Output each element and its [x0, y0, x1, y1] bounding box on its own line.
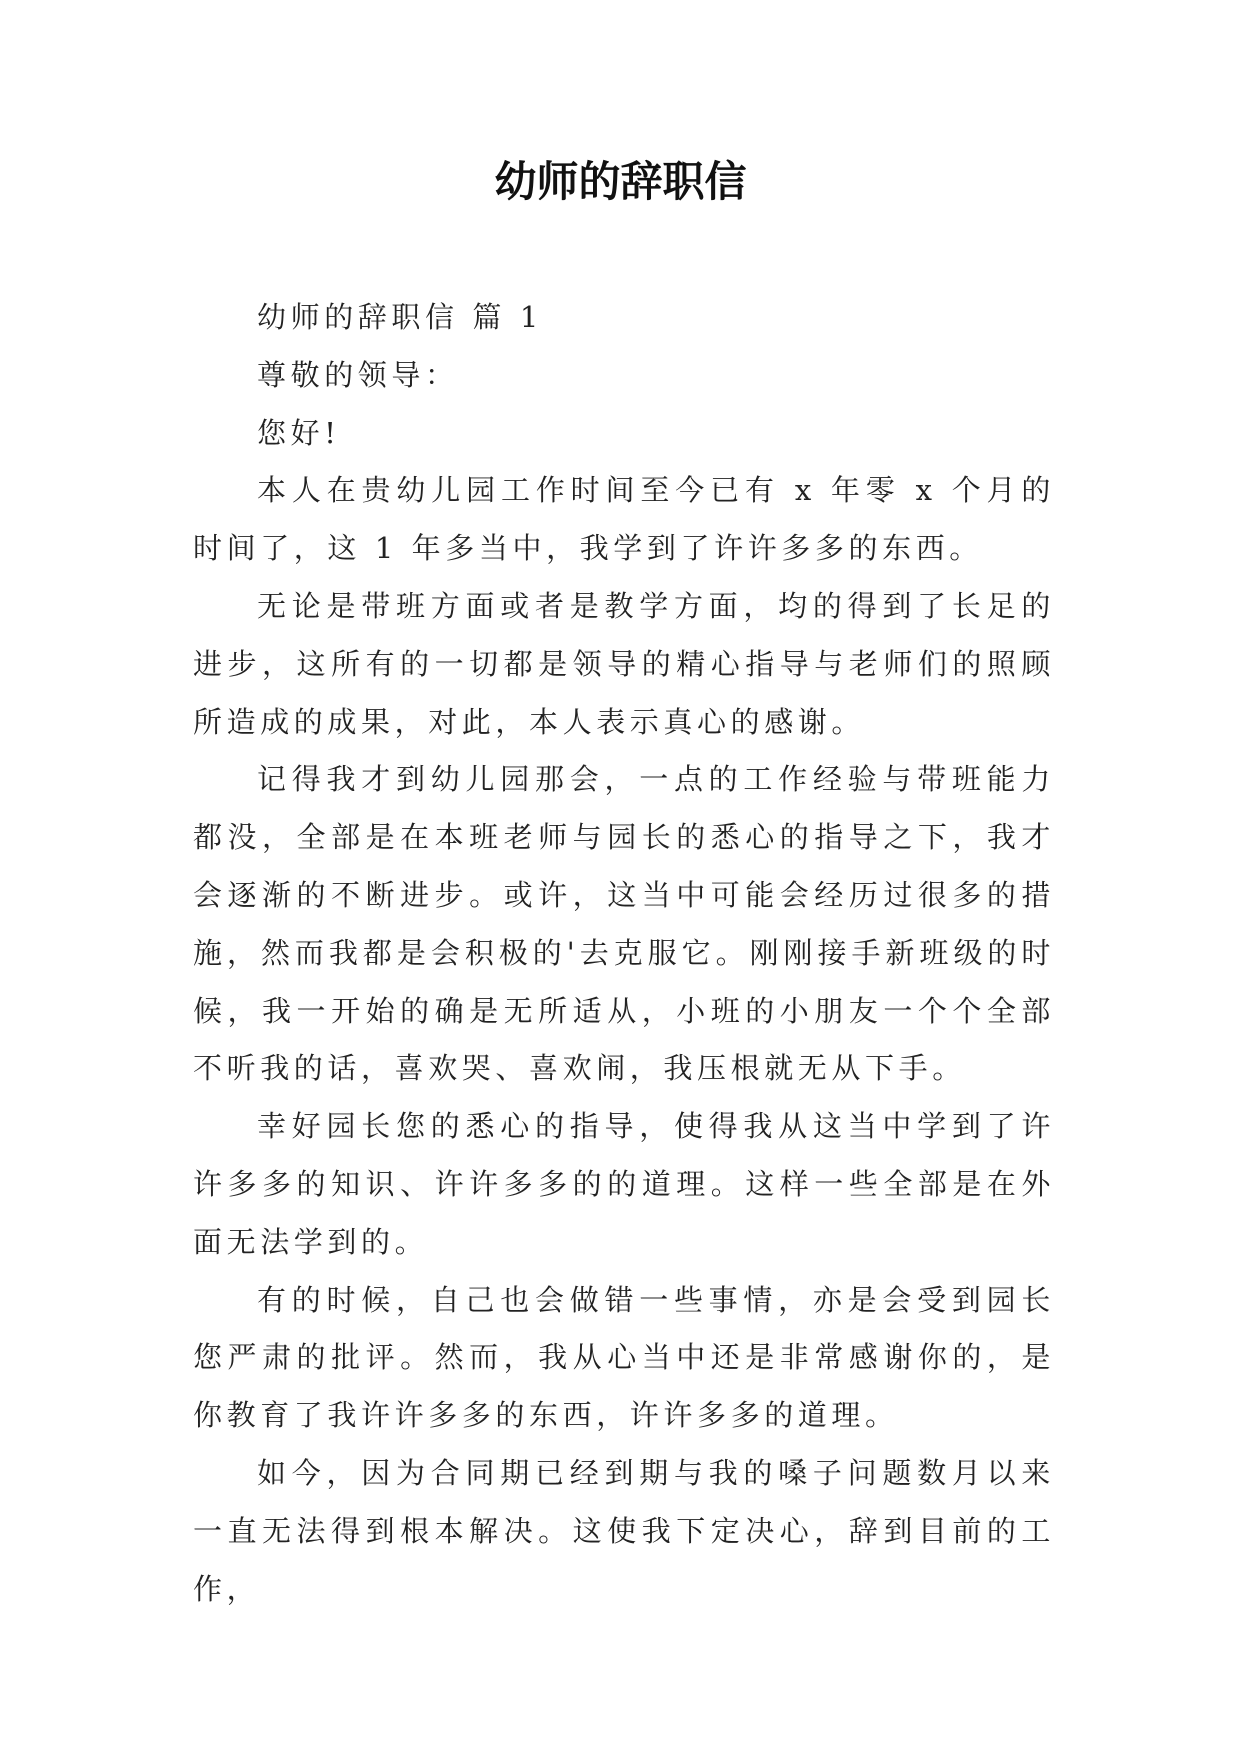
section-heading: 幼师的辞职信 篇 1: [257, 300, 543, 334]
body-paragraph: 记得我才到幼儿园那会，一点的工作经验与带班能力都没，全部是在本班老师与园长的悉心的指导之下，我才会逐渐的不断进步。或许，这当中可能会经历过很多的措施，然而我都是会积极的'去克服它。刚刚接手新班级的时候，我一开始的确是无所适从，小班的小朋友一个个全部不听我的话，喜欢哭、喜欢闹，我压根就无从下手。: [193, 762, 1055, 1086]
greeting: 您好!: [257, 415, 341, 450]
body-paragraph: 有的时候，自己也会做错一些事情，亦是会受到园长您严肃的批评。然而，我从心当中还是非常感谢你的，是你教育了我许许多多的东西，许许多多的道理。: [193, 1282, 1055, 1433]
body-paragraph: 本人在贵幼儿园工作时间至今已有 x 年零 x 个月的时间了，这 1 年多当中，我学到了许许多多的东西。: [193, 473, 1055, 566]
body-paragraph: 幸好园长您的悉心的指导，使得我从这当中学到了许许多多的知识、许许多多的的道理。这样一些全部是在外面无法学到的。: [193, 1109, 1055, 1259]
salutation: 尊敬的领导：: [257, 357, 459, 392]
document-title: 幼师的辞职信: [494, 157, 747, 206]
body-paragraph: 无论是带班方面或者是教学方面，均的得到了长足的进步，这所有的一切都是领导的精心指导与老师们的照顾所造成的成果，对此，本人表示真心的感谢。: [193, 588, 1055, 739]
body-paragraph: 如今，因为合同期已经到期与我的嗓子问题数月以来一直无法得到根本解决。这使我下定决心，辞到目前的工作，: [193, 1455, 1055, 1606]
document-body: [193, 289, 1055, 1618]
